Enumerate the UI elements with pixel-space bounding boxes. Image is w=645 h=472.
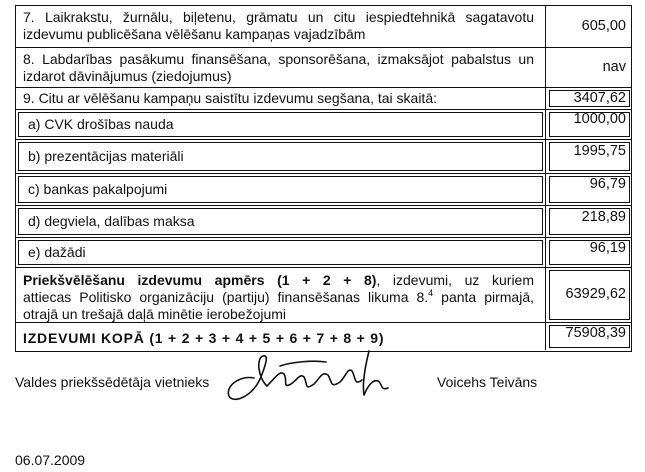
subitem-e-label: e) dažādi (16, 238, 546, 267)
signature (222, 348, 392, 404)
subitem-row-b (16, 139, 631, 173)
row-item-8-label (16, 48, 546, 87)
pre-election-line-3: otrajā un trešajā daļā minētie ierobežojumi (23, 306, 287, 322)
pre-election-line-2-b: panta pirmajā, (433, 289, 535, 305)
row-item-8-line-1: 8. Labdarības pasākumu finansēšana, sponsorēšana, izmaksājot pabalstus un (23, 51, 534, 67)
pre-election-bold: Priekšvēlēšanu izdevumu apmērs (1 + 2 + 8) (23, 272, 377, 288)
signature-stroke-1 (228, 356, 267, 400)
pre-election-line-1 (23, 272, 534, 289)
total-value: 75908,39 (565, 325, 626, 341)
subitem-row-d (16, 205, 631, 237)
row-item-7 (16, 6, 631, 47)
row-item-7-value: 605,00 (581, 18, 626, 34)
pre-election-line-2-a: attiecas Politisko organizāciju (partiju) finansēšanas likuma 8. (23, 289, 429, 305)
pre-election-superscript: 4 (428, 288, 434, 298)
signatory-name: Voicehs Teivāns (437, 374, 538, 390)
row-item-9 (16, 87, 631, 109)
subitem-c-value: 96,79 (589, 176, 626, 192)
subitem-e-value: 96,19 (589, 240, 626, 256)
subitem-d-value: 218,89 (581, 209, 626, 225)
pre-election-row (16, 267, 631, 322)
row-item-7-label (16, 6, 546, 47)
pre-election-value: 63929,62 (565, 286, 626, 302)
total-label: IZDEVUMI KOPĀ (1 + 2 + 3 + 4 + 5 + 6 + 7 + 8 + 9) (16, 323, 546, 350)
document-date: 06.07.2009 (15, 452, 86, 468)
subitem-b-label: b) prezentācijas materiāli (16, 140, 546, 173)
signature-stroke-3 (363, 351, 388, 395)
row-item-8-line-2: izdarot dāvinājumus (ziedojumus) (23, 68, 232, 84)
row-item-9-label: 9. Citu ar vēlēšanu kampaņu saistītu izdevumu segšana, tai skaitā: (16, 88, 546, 109)
subitem-d-label: d) degviela, dalības maksa (16, 206, 546, 237)
signatory-role: Valdes priekšsēdētāja vietnieks (15, 374, 210, 390)
subitem-b-value: 1995,75 (573, 143, 626, 159)
subitem-a-label: a) CVK drošības nauda (16, 110, 546, 139)
subitem-row-c (16, 173, 631, 205)
total-row (16, 322, 631, 350)
signature-stroke-4 (280, 361, 326, 366)
pre-election-line-1-rest: , izdevumi, uz kuriem (376, 272, 534, 288)
row-item-9-value: 3407,62 (573, 90, 626, 106)
row-item-7-line-1: 7. Laikrakstu, žurnālu, biļetenu, grāmatu un citu iespiedtehnikā sagatavotu (23, 9, 534, 25)
row-item-7-line-2: izdevumu publicēšana vēlēšanu kampaņas vajadzībām (23, 26, 366, 42)
row-item-8-value: nav (602, 59, 626, 75)
signature-stroke-2 (267, 370, 362, 387)
subitem-row-a (16, 109, 631, 139)
subitem-row-e (16, 237, 631, 267)
pre-election-line-2 (23, 289, 534, 306)
subitem-a-value: 1000,00 (573, 111, 626, 127)
pre-election-label (16, 268, 546, 322)
row-item-8 (16, 47, 631, 87)
subitem-c-label: c) bankas pakalpojumi (16, 174, 546, 205)
expense-table (15, 5, 632, 352)
